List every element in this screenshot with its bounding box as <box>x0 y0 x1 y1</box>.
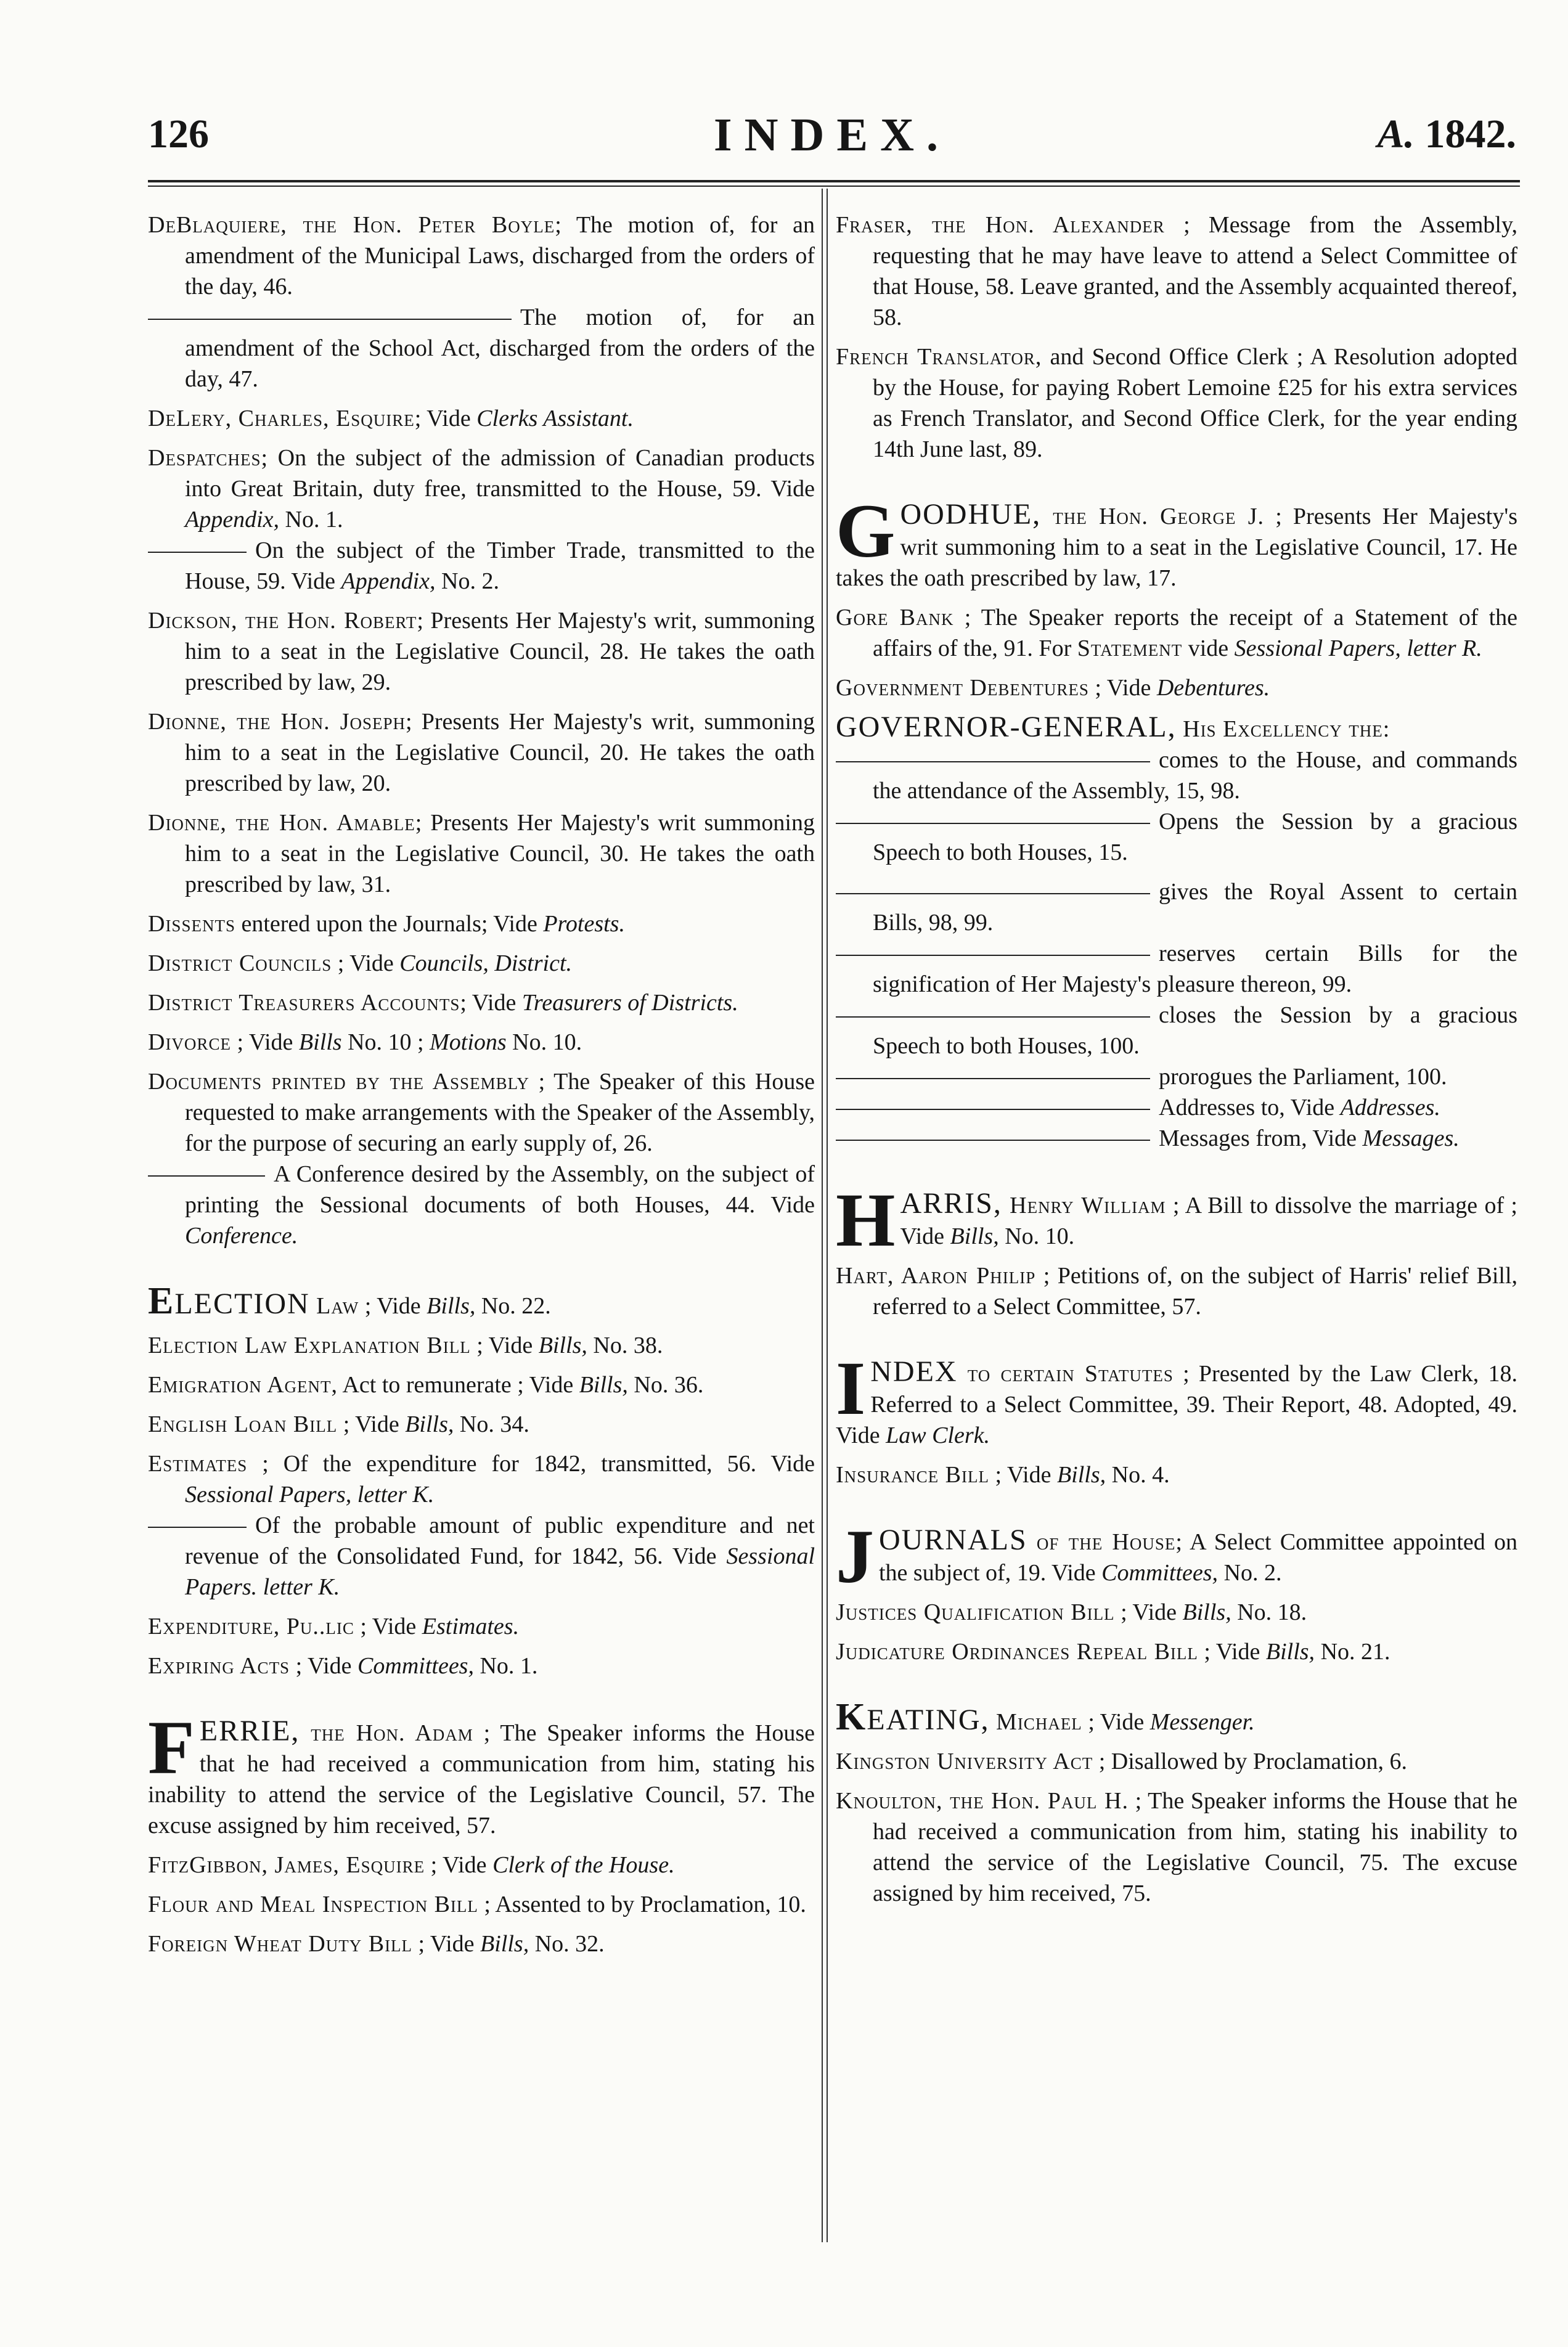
entry-text: ; Petitions of, on the subject of Harris' relief Bill, referred to a Select Committee, 57. <box>873 1263 1517 1320</box>
cross-reference: Motions <box>430 1029 507 1055</box>
ditto-rule <box>148 552 247 553</box>
ditto-rule <box>148 319 512 320</box>
entry-text: ; Vide <box>412 1931 481 1957</box>
entry-text: and Second Office Clerk ; A Resolution adopted by the House, for paying Robert Lemoine £25 for his extra services as French Translator, and Second Office Clerk, for the year ending 14th June last, 89. <box>873 344 1518 462</box>
entry-name: Knoulton, the Hon. Paul H. <box>836 1788 1129 1814</box>
entry-text: ; Vide <box>1082 1709 1150 1735</box>
entry-text: No. 22. <box>475 1293 551 1319</box>
entry-text: No. 21. <box>1315 1639 1390 1665</box>
entry-name: Dionne, the Hon. Joseph <box>148 709 406 735</box>
index-entry-election-law <box>148 1280 815 1322</box>
cross-reference: Messages. <box>1362 1125 1460 1151</box>
gg-subentry-2 <box>836 806 1517 868</box>
index-entry-expiring-acts <box>148 1651 815 1681</box>
section-initial-i: I <box>836 1346 866 1431</box>
gg-subentry-addresses <box>836 1092 1517 1123</box>
page-year <box>1377 111 1516 158</box>
year-value: 1842. <box>1424 112 1516 157</box>
index-entry-judicature <box>836 1636 1517 1667</box>
entry-text: No. 10 ; <box>341 1029 430 1055</box>
entry-text: No. 34. <box>454 1411 529 1437</box>
cross-reference: Treasurers of Districts. <box>521 990 738 1016</box>
entry-name-rest: Law <box>309 1293 359 1319</box>
index-subentry-public-expenditure <box>148 1510 815 1602</box>
entry-name: OURNALS <box>879 1524 1027 1556</box>
entry-text: ; Vide <box>290 1653 358 1679</box>
ditto-rule <box>148 1527 247 1528</box>
index-entry-gore-bank <box>836 602 1517 664</box>
entry-text: No. 38. <box>587 1333 663 1358</box>
entry-name: Expiring Acts <box>148 1653 290 1679</box>
page-title: INDEX. <box>714 109 950 161</box>
index-entry-dickson <box>148 605 815 698</box>
entry-name: Government Debentures <box>836 675 1089 701</box>
section-initial-j: J <box>836 1514 874 1599</box>
entry-text: Messages from, Vide <box>1159 1125 1363 1151</box>
right-column <box>836 210 1517 1909</box>
cross-reference: Bills <box>298 1029 342 1055</box>
entry-name: French Translator, <box>836 344 1042 370</box>
ditto-rule <box>836 955 1150 956</box>
cross-reference: Clerk of the House. <box>492 1852 675 1878</box>
ditto-rule <box>836 1140 1150 1141</box>
cross-reference: Bills, <box>579 1372 628 1398</box>
index-entry-journals <box>836 1514 1517 1599</box>
entry-text: The motion of, for an amendment of the School Act, discharged from the orders of the day, 47. <box>185 304 815 392</box>
entry-text: ; The Speaker reports the receipt of a Statement of the affairs of the, 91. For <box>873 605 1517 661</box>
section-initial-f: F <box>148 1705 195 1790</box>
entry-name: Insurance Bill <box>836 1462 989 1488</box>
entry-text: ; Of the expenditure for 1842, transmitted, 56. Vide <box>247 1451 815 1477</box>
index-entry-kingston <box>836 1746 1517 1777</box>
entry-text: On the subject of the Timber Trade, transmitted to the House, 59. Vide <box>185 537 815 594</box>
entry-text: prorogues the Parliament, 100. <box>1159 1064 1447 1090</box>
entry-text: Act to remunerate ; Vide <box>338 1372 579 1398</box>
entry-text: Opens the Session by a gracious Speech to both Houses, 15. <box>873 809 1517 865</box>
entry-name: LECTION <box>174 1288 310 1320</box>
ditto-rule <box>836 1078 1150 1079</box>
section-initial-h: H <box>836 1178 896 1262</box>
entry-text: ; The Speaker informs the House that he had received a communication from him, stating his inability to attend the service of the Legislative Council, 75. The excuse assigned by him received, 75. <box>873 1788 1517 1906</box>
index-entry-governor-general <box>836 712 1517 745</box>
index-entry-fitzgibbon <box>148 1850 815 1880</box>
entry-text: ; Assented to by Proclamation, 10. <box>478 1892 806 1917</box>
ditto-rule <box>148 1175 265 1177</box>
index-entry-despatches <box>148 443 815 535</box>
cross-reference: Conference. <box>185 1223 298 1249</box>
entry-name: Dionne, the Hon. Amable <box>148 810 415 836</box>
cross-reference: Sessional Papers, letter R. <box>1234 635 1482 661</box>
cross-reference: Appendix, <box>341 568 436 594</box>
entry-text: No. 18. <box>1231 1599 1307 1625</box>
entry-name: District Councils <box>148 950 332 976</box>
index-entry-index-statutes <box>836 1346 1517 1451</box>
index-entry-hart <box>836 1260 1517 1322</box>
index-subentry-conference <box>148 1159 815 1251</box>
cross-reference: Bills, <box>427 1293 476 1319</box>
section-initial-e: E <box>148 1280 175 1322</box>
entry-text: ; Presents Her Majesty's writ summoning him to a seat in the Legislative Council, 30. He takes the oath prescribed by law, 31. <box>185 810 815 897</box>
entry-text: ; Vide <box>989 1462 1057 1488</box>
entry-text: ; Message from the Assembly, requesting that he may have leave to attend a Select Committee of that House, 58. Leave granted, and the Assembly acquainted thereof, 58. <box>873 212 1517 330</box>
index-entry-divorce <box>148 1027 815 1058</box>
entry-name: NDEX <box>870 1355 958 1388</box>
entry-text: entered upon the Journals; Vide <box>235 911 544 937</box>
ditto-rule <box>836 1016 1150 1018</box>
entry-name: English Loan Bill <box>148 1411 338 1437</box>
index-subentry-school-act <box>148 302 815 394</box>
entry-name: DeLery, Charles, Esquire <box>148 406 415 431</box>
gg-subentry-5 <box>836 1000 1517 1061</box>
index-entry-foreign-wheat <box>148 1929 815 1959</box>
entry-name: Foreign Wheat Duty Bill <box>148 1931 413 1957</box>
index-entry-dionne-amable <box>148 807 815 900</box>
index-entry-knoulton <box>836 1786 1517 1909</box>
entry-text: closes the Session by a gracious Speech to both Houses, 100. <box>873 1002 1517 1059</box>
cross-reference: Protests. <box>543 911 625 937</box>
entry-text: No. 1. <box>473 1653 538 1679</box>
entry-name: Dickson, the Hon. Robert <box>148 608 417 634</box>
index-entry-keating <box>836 1696 1517 1738</box>
entry-text: ; The Speaker of this House requested to make arrangements with the Speaker of the Assembly, for the purpose of securing an early supply of, 26. <box>185 1069 815 1156</box>
entry-name-rest: to certain Statutes <box>957 1361 1174 1387</box>
entry-name: Documents printed by the Assembly <box>148 1069 529 1095</box>
cross-reference: Messenger. <box>1149 1709 1255 1735</box>
entry-text: No. 10. <box>506 1029 582 1055</box>
entry-text: ; Vide <box>354 1614 422 1639</box>
entry-name: DeBlaquiere, the Hon. Peter Boyle <box>148 212 555 238</box>
section-initial-g: G <box>836 489 896 573</box>
entry-name: OODHUE, <box>900 498 1042 531</box>
entry-name: GOVERNOR-GENERAL, <box>836 711 1177 743</box>
cross-reference: Sessional Papers. letter K. <box>185 1543 815 1600</box>
index-entry-harris <box>836 1178 1517 1262</box>
entry-name: District Treasurers Accounts <box>148 990 460 1016</box>
entry-name: ARRIS, <box>900 1187 1002 1220</box>
page-number: 126 <box>148 112 209 157</box>
entry-keyword: Statement <box>1077 635 1183 661</box>
page-header <box>148 111 1516 166</box>
gg-subentry-1 <box>836 745 1517 806</box>
entry-text: No. 2. <box>435 568 499 594</box>
entry-text: ; Vide <box>359 1293 427 1319</box>
entry-text: ; A Select Committee appointed on the subject of, 19. Vide <box>879 1529 1517 1586</box>
entry-text: gives the Royal Assent to certain Bills, 98, 99. <box>873 879 1517 936</box>
entry-text: No. 1. <box>279 507 343 533</box>
cross-reference: Addresses. <box>1340 1095 1440 1120</box>
entry-text: No. 4. <box>1106 1462 1170 1488</box>
index-entry-government-debentures <box>836 672 1517 703</box>
cross-reference: Bills, <box>538 1333 587 1358</box>
entry-name: Flour and Meal Inspection Bill <box>148 1892 478 1917</box>
index-entry-emigration <box>148 1369 815 1400</box>
entry-name: Kingston University Act <box>836 1749 1093 1774</box>
header-rule <box>148 180 1520 182</box>
entry-text: ; Presented by the Law Clerk, 18. Referred to a Select Committee, 39. Their Report, 48. Adopted, 49. Vide <box>836 1361 1517 1448</box>
entry-name: Election Law Explanation Bill <box>148 1333 471 1358</box>
left-column <box>148 210 815 1959</box>
index-entry-delery <box>148 403 815 434</box>
cross-reference: Bills, <box>1265 1639 1315 1665</box>
entry-name: Emigration Agent, <box>148 1372 338 1398</box>
cross-reference: Bills, <box>480 1931 529 1957</box>
index-entry-expenditure <box>148 1611 815 1642</box>
entry-text: A Conference desired by the Assembly, on the subject of printing the Sessional documents of both Houses, 44. Vide <box>185 1161 815 1218</box>
index-entry-dionne-joseph <box>148 706 815 799</box>
column-divider-second <box>827 189 828 2242</box>
index-entry-district-councils <box>148 948 815 979</box>
gg-subentry-messages <box>836 1123 1517 1154</box>
entry-text: No. 32. <box>529 1931 605 1957</box>
index-entry-justices <box>836 1597 1517 1628</box>
entry-name: EATING, <box>867 1704 990 1736</box>
index-entry-ferrie <box>148 1705 815 1841</box>
entry-name: Justices Qualification Bill <box>836 1599 1115 1625</box>
entry-name: FitzGibbon, James, Esquire <box>148 1852 425 1878</box>
ditto-rule <box>836 893 1150 894</box>
entry-name-rest: of the House <box>1027 1529 1176 1555</box>
entry-text: ; Vide <box>460 990 522 1016</box>
entry-text: ; Vide <box>332 950 400 976</box>
index-entry-deblaquiere <box>148 210 815 302</box>
gg-subentry-4 <box>836 938 1517 1000</box>
entry-name-rest: the Hon. George J. <box>1041 504 1264 529</box>
entry-text: ; Vide <box>337 1411 406 1437</box>
entry-name: Despatches <box>148 445 261 471</box>
entry-text: No. 10. <box>998 1223 1075 1249</box>
index-entry-goodhue <box>836 489 1517 594</box>
entry-text: Addresses to, Vide <box>1159 1095 1341 1120</box>
section-initial-k: K <box>836 1696 867 1738</box>
cross-reference: Councils, District. <box>399 950 572 976</box>
entry-name: ERRIE, <box>199 1715 300 1747</box>
index-entry-documents <box>148 1066 815 1159</box>
entry-text: vide <box>1182 635 1235 661</box>
entry-text: ; Presents Her Majesty's writ, summoning him to a seat in the Legislative Council, 28. He takes the oath prescribed by law, 29. <box>185 608 815 695</box>
entry-text: ; Disallowed by Proclamation, 6. <box>1093 1749 1407 1774</box>
entry-name-rest: Henry William <box>1002 1193 1166 1218</box>
entry-name-rest: the Hon. Adam <box>300 1720 473 1746</box>
entry-text: ; The Speaker informs the House that he had received a communication from him, stating his inability to attend the service of the Legislative Council, 57. The excuse assigned by him received, 57. <box>148 1720 815 1839</box>
cross-reference: Bills, <box>405 1411 454 1437</box>
gg-subentry-3 <box>836 876 1517 938</box>
entry-text: No. 36. <box>627 1372 704 1398</box>
entry-name: Estimates <box>148 1451 248 1477</box>
entry-text: ; Vide <box>1088 675 1157 701</box>
entry-name: Fraser, the Hon. Alexander <box>836 212 1165 238</box>
cross-reference: Bills, <box>1182 1599 1231 1625</box>
entry-text: ; The motion of, for an amendment of the Municipal Laws, discharged from the orders of the day, 46. <box>185 212 815 300</box>
entry-text: Of the probable amount of public expenditure and net revenue of the Consolidated Fund, for 1842, 56. Vide <box>185 1512 815 1569</box>
cross-reference: Bills, <box>1056 1462 1106 1488</box>
year-prefix: A. <box>1377 112 1415 157</box>
entry-name: Divorce <box>148 1029 231 1055</box>
index-entry-french-translator <box>836 341 1517 465</box>
entry-text: ; Vide <box>231 1029 299 1055</box>
index-entry-fraser <box>836 210 1517 333</box>
cross-reference: Bills, <box>950 1223 999 1249</box>
cross-reference: Committees, <box>1101 1560 1219 1586</box>
entry-text: ; Presents Her Majesty's writ summoning him to a seat in the Legislative Council, 17. He takes the oath prescribed by law, 17. <box>836 504 1517 591</box>
entry-text: ; Vide <box>1198 1639 1266 1665</box>
cross-reference: Law Clerk. <box>886 1422 990 1448</box>
index-entry-district-treasurers <box>148 987 815 1018</box>
entry-text: ; Presents Her Majesty's writ, summoning him to a seat in the Legislative Council, 20. He takes the oath prescribed by law, 20. <box>185 709 815 796</box>
entry-name-rest: Michael <box>989 1709 1082 1735</box>
entry-name: Judicature Ordinances Repeal Bill <box>836 1639 1198 1665</box>
column-divider <box>822 189 823 2242</box>
entry-text: ; A Bill to dissolve the marriage of ; Vide <box>900 1193 1517 1249</box>
header-rule-thin <box>148 186 1520 187</box>
cross-reference: Sessional Papers, letter K. <box>185 1482 435 1508</box>
gg-subentry-6 <box>836 1061 1517 1092</box>
ditto-rule <box>836 823 1150 824</box>
entry-name: Hart, Aaron Philip <box>836 1263 1036 1289</box>
entry-name: Expenditure, Pu..lic <box>148 1614 354 1639</box>
entry-text: No. 2. <box>1218 1560 1282 1586</box>
index-entry-english-loan <box>148 1409 815 1440</box>
ditto-rule <box>836 761 1150 762</box>
index-entry-insurance <box>836 1459 1517 1490</box>
entry-name: Dissents <box>148 911 235 937</box>
entry-text: comes to the House, and commands the attendance of the Assembly, 15, 98. <box>873 747 1517 804</box>
entry-name-rest: His Excellency the: <box>1176 716 1390 742</box>
cross-reference: Committees, <box>357 1653 474 1679</box>
ditto-rule <box>836 1109 1150 1110</box>
entry-text: ; On the subject of the admission of Canadian products into Great Britain, duty free, transmitted to the House, 59. Vide <box>185 445 815 502</box>
entry-text: ; Vide <box>425 1852 493 1878</box>
index-entry-dissents <box>148 908 815 939</box>
cross-reference: Debentures. <box>1156 675 1270 701</box>
index-entry-estimates <box>148 1448 815 1510</box>
cross-reference: Appendix, <box>185 507 280 533</box>
index-entry-flour <box>148 1889 815 1920</box>
cross-reference: Clerks Assistant. <box>476 406 634 431</box>
entry-text: ; Vide <box>470 1333 539 1358</box>
index-entry-election-explanation <box>148 1330 815 1361</box>
cross-reference: Estimates. <box>422 1614 520 1639</box>
entry-text: reserves certain Bills for the signification of Her Majesty's pleasure thereon, 99. <box>873 941 1517 997</box>
index-subentry-timber-trade <box>148 535 815 597</box>
entry-name: Gore Bank <box>836 605 954 631</box>
entry-text: ; Vide <box>414 406 477 431</box>
entry-text: ; Vide <box>1114 1599 1183 1625</box>
